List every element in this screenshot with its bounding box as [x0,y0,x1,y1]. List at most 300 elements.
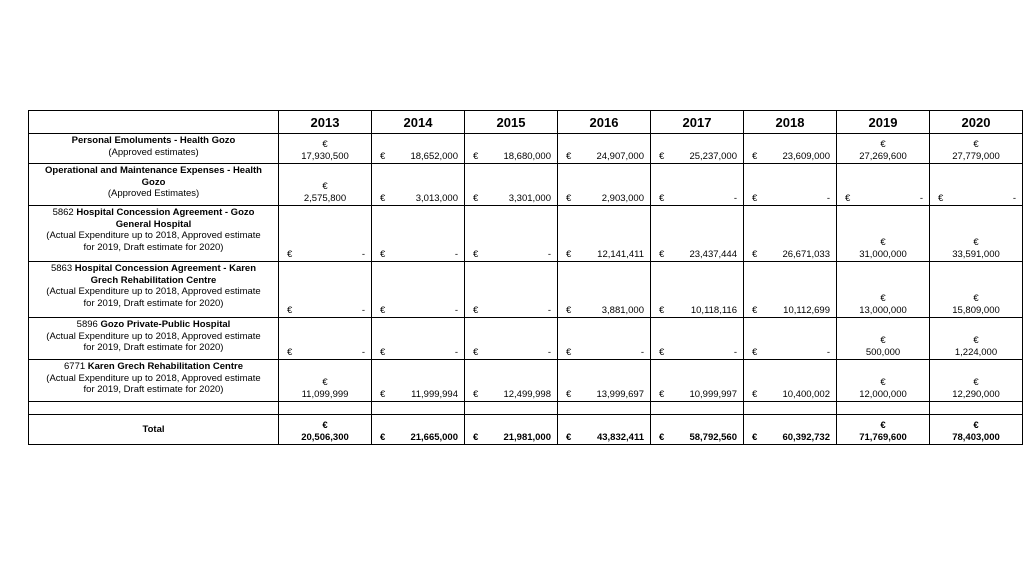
value-cell [744,134,837,164]
euro-symbol: € [473,151,479,162]
description-note: (Approved Estimates) [107,188,200,200]
value-cell [558,164,651,206]
value-cell-wrap [744,263,836,317]
description-line [33,165,274,177]
header-corner-cell [29,111,279,134]
value-cell [372,206,465,262]
value-cell [465,164,558,206]
amount-value: 58,792,560 [689,432,737,443]
spacer-cell [651,402,744,415]
description-code: 6771 [64,361,88,372]
spacer-cell [465,402,558,415]
amount-value: 25,237,000 [689,151,737,162]
amount-value: 1,224,000 [954,347,998,358]
amount-value: - [919,193,923,204]
euro-symbol: € [752,249,758,260]
amount-value: 43,832,411 [596,432,644,443]
value-cell [465,262,558,318]
value-cell [279,134,372,164]
table-row [29,318,1023,360]
spacer-row [29,402,1023,415]
total-row [29,415,1023,445]
value-cell [279,206,372,262]
value-cell [837,318,930,360]
spacer-cell [29,402,279,415]
value-cell-wrap [930,165,1022,205]
amount-value: 2,903,000 [601,193,644,204]
description-note: (Actual Expenditure up to 2018, Approved estimate [46,230,261,242]
description-note: (Actual Expenditure up to 2018, Approved estimate [46,286,261,298]
amount-value: - [454,305,458,316]
value-cell [930,318,1023,360]
amount-value: 78,403,000 [952,432,1000,443]
value-cell-wrap [837,263,929,317]
amount-value: 24,907,000 [596,151,644,162]
description-note: (Actual Expenditure up to 2018, Approved estimate [46,372,261,384]
amount-value: - [733,193,737,204]
value-cell-wrap [837,361,929,401]
stacked-value [279,181,371,205]
amount-value: - [640,347,644,358]
stacked-value [837,377,929,401]
amount-value: 60,392,732 [782,432,830,443]
euro-symbol: € [380,432,386,443]
year-header-row [29,111,1023,134]
euro-symbol: € [473,193,479,204]
value-cell-wrap [930,263,1022,317]
value-cell [744,206,837,262]
description-note: for 2019, Draft estimate for 2020) [83,298,224,310]
row-description [29,206,279,262]
amount-value: 2,575,800 [303,193,347,204]
year-header: 2017 [651,111,744,134]
amount-value: 3,881,000 [601,305,644,316]
amount-value: 12,000,000 [859,389,907,400]
value-cell [837,164,930,206]
value-cell [558,206,651,262]
amount-value: 71,769,600 [859,432,907,443]
description-line [33,135,274,147]
euro-symbol: € [659,151,665,162]
description-line [33,298,274,310]
value-cell-wrap [558,416,650,444]
value-cell [930,206,1023,262]
stacked-value [930,293,1022,317]
description-line [33,207,274,219]
amount-value: 17,930,500 [301,151,349,162]
amount-value: 12,290,000 [952,389,1000,400]
amount-value: 21,665,000 [410,432,458,443]
spacer-cell [930,402,1023,415]
description-title: Hospital Concession Agreement - Gozo [76,207,255,218]
value-cell-wrap [744,361,836,401]
value-cell-wrap [651,135,743,163]
description-line [33,177,274,189]
value-cell-wrap [651,263,743,317]
value-cell-wrap [558,165,650,205]
euro-symbol: € [880,139,886,150]
value-cell-wrap [465,207,557,261]
euro-symbol: € [973,335,979,346]
value-cell [465,360,558,402]
value-cell [465,206,558,262]
euro-symbol: € [566,389,572,400]
value-cell-wrap [744,416,836,444]
value-cell-wrap [279,319,371,359]
description-title: Operational and Maintenance Expenses - Health [45,165,262,176]
description-line [33,319,274,331]
total-label: Total [29,415,279,445]
amount-value: 27,269,600 [859,151,907,162]
value-cell [651,206,744,262]
euro-symbol: € [566,432,572,443]
value-cell-wrap [837,165,929,205]
amount-value: - [361,347,365,358]
value-cell [930,164,1023,206]
value-cell [558,360,651,402]
description-title: Grech Rehabilitation Centre [90,274,217,286]
description-line [33,286,274,298]
description-note: for 2019, Draft estimate for 2020) [83,342,224,354]
budget-table [28,110,1023,445]
euro-symbol: € [287,305,293,316]
spacer-cell [372,402,465,415]
value-cell [651,415,744,445]
amount-value: 27,779,000 [952,151,1000,162]
description-title: Gozo Private-Public Hospital [100,319,231,330]
year-header: 2016 [558,111,651,134]
description-note: for 2019, Draft estimate for 2020) [83,384,224,396]
value-cell-wrap [279,135,371,163]
amount-value: 10,999,997 [689,389,737,400]
value-cell-wrap [837,207,929,261]
stacked-value [837,237,929,261]
amount-value: - [361,305,365,316]
euro-symbol: € [845,193,851,204]
value-cell [651,134,744,164]
euro-symbol: € [287,347,293,358]
value-cell [744,318,837,360]
value-cell [279,318,372,360]
value-cell-wrap [744,165,836,205]
amount-value: 3,301,000 [508,193,551,204]
amount-value: - [1012,193,1016,204]
value-cell-wrap [558,361,650,401]
euro-symbol: € [938,193,944,204]
stacked-value [930,237,1022,261]
value-cell-wrap [744,207,836,261]
description-line [33,384,274,396]
value-cell-wrap [465,135,557,163]
value-cell-wrap [372,416,464,444]
value-cell [465,415,558,445]
amount-value: 12,499,998 [503,389,551,400]
value-cell-wrap [372,207,464,261]
description-line [33,331,274,343]
value-cell-wrap [372,263,464,317]
euro-symbol: € [380,249,386,260]
euro-symbol: € [973,139,979,150]
euro-symbol: € [322,139,328,150]
stacked-value [930,139,1022,163]
amount-value: 33,591,000 [952,249,1000,260]
table-row [29,164,1023,206]
value-cell [651,262,744,318]
value-cell [837,206,930,262]
value-cell-wrap [651,207,743,261]
euro-symbol: € [322,420,328,431]
value-cell [837,360,930,402]
description-note: for 2019, Draft estimate for 2020) [83,242,224,254]
amount-value: 23,609,000 [782,151,830,162]
value-cell-wrap [279,361,371,401]
stacked-value [837,420,929,444]
euro-symbol: € [287,249,293,260]
stacked-value [279,420,371,444]
value-cell-wrap [465,361,557,401]
euro-symbol: € [973,377,979,388]
euro-symbol: € [752,193,758,204]
amount-value: - [547,305,551,316]
value-cell-wrap [279,165,371,205]
amount-value: 3,013,000 [415,193,458,204]
description-title: Hospital Concession Agreement - Karen [74,263,257,274]
spacer-cell [558,402,651,415]
euro-symbol: € [659,347,665,358]
value-cell-wrap [558,263,650,317]
value-cell [930,134,1023,164]
year-header: 2020 [930,111,1023,134]
amount-value: 23,437,444 [689,249,737,260]
amount-value: 20,506,300 [301,432,349,443]
value-cell [651,164,744,206]
year-header: 2013 [279,111,372,134]
euro-symbol: € [566,347,572,358]
description-line [33,263,274,275]
euro-symbol: € [659,389,665,400]
value-cell [465,318,558,360]
value-cell-wrap [930,207,1022,261]
euro-symbol: € [322,377,328,388]
value-cell [744,164,837,206]
euro-symbol: € [566,305,572,316]
euro-symbol: € [473,347,479,358]
amount-value: 13,000,000 [859,305,907,316]
euro-symbol: € [473,432,479,443]
value-cell [930,360,1023,402]
value-cell-wrap [465,263,557,317]
euro-symbol: € [752,389,758,400]
amount-value: 11,999,994 [411,389,458,400]
value-cell-wrap [558,207,650,261]
value-cell-wrap [837,416,929,444]
year-header: 2014 [372,111,465,134]
value-cell-wrap [372,135,464,163]
euro-symbol: € [380,347,386,358]
value-cell [372,415,465,445]
amount-value: 10,112,699 [783,305,830,316]
value-cell [372,318,465,360]
value-cell-wrap [465,319,557,359]
description-line [33,373,274,385]
value-cell [372,262,465,318]
stacked-value [279,377,371,401]
value-cell [651,360,744,402]
value-cell-wrap [651,165,743,205]
description-note: (Actual Expenditure up to 2018, Approved estimate [46,330,261,342]
description-title: Gozo [141,176,166,188]
amount-value: 26,671,033 [782,249,830,260]
row-description [29,262,279,318]
euro-symbol: € [752,432,758,443]
euro-symbol: € [380,193,386,204]
euro-symbol: € [752,151,758,162]
value-cell-wrap [744,135,836,163]
value-cell-wrap [465,416,557,444]
amount-value: - [454,249,458,260]
euro-symbol: € [566,151,572,162]
value-cell-wrap [651,416,743,444]
euro-symbol: € [659,193,665,204]
value-cell [930,415,1023,445]
amount-value: - [361,249,365,260]
value-cell-wrap [558,135,650,163]
stacked-value [837,293,929,317]
euro-symbol: € [659,305,665,316]
description-line [33,275,274,287]
value-cell [279,164,372,206]
euro-symbol: € [659,249,665,260]
description-line [33,147,274,159]
euro-symbol: € [752,305,758,316]
value-cell-wrap [744,319,836,359]
table-row [29,206,1023,262]
stacked-value [837,139,929,163]
spacer-cell [279,402,372,415]
value-cell [372,360,465,402]
value-cell [744,415,837,445]
spacer-cell [744,402,837,415]
euro-symbol: € [566,249,572,260]
value-cell [279,360,372,402]
row-description [29,164,279,206]
euro-symbol: € [973,420,979,431]
description-note: (Approved estimates) [108,146,199,158]
amount-value: 15,809,000 [952,305,1000,316]
table-row [29,134,1023,164]
value-cell-wrap [372,165,464,205]
value-cell-wrap [279,263,371,317]
value-cell [372,164,465,206]
amount-value: - [547,347,551,358]
value-cell [837,262,930,318]
amount-value: - [826,193,830,204]
value-cell [558,262,651,318]
value-cell-wrap [558,319,650,359]
table-row [29,262,1023,318]
description-line [33,230,274,242]
stacked-value [837,335,929,359]
amount-value: 31,000,000 [859,249,907,260]
euro-symbol: € [380,151,386,162]
amount-value: - [826,347,830,358]
value-cell [837,134,930,164]
value-cell [744,262,837,318]
value-cell-wrap [930,135,1022,163]
year-header: 2018 [744,111,837,134]
euro-symbol: € [752,347,758,358]
description-title: Personal Emoluments - Health Gozo [71,135,236,146]
euro-symbol: € [973,293,979,304]
euro-symbol: € [659,432,665,443]
amount-value: - [733,347,737,358]
euro-symbol: € [880,335,886,346]
value-cell [372,134,465,164]
value-cell-wrap [279,416,371,444]
amount-value: 10,118,116 [690,305,737,316]
euro-symbol: € [473,389,479,400]
euro-symbol: € [566,193,572,204]
value-cell [279,262,372,318]
value-cell [465,134,558,164]
description-code: 5863 [50,263,75,274]
table-row [29,360,1023,402]
description-line [33,188,274,200]
row-description [29,360,279,402]
stacked-value [930,377,1022,401]
euro-symbol: € [880,293,886,304]
value-cell-wrap [279,207,371,261]
stacked-value [930,335,1022,359]
spacer-cell [837,402,930,415]
row-description [29,134,279,164]
euro-symbol: € [380,305,386,316]
description-line [33,242,274,254]
amount-value: - [547,249,551,260]
euro-symbol: € [880,377,886,388]
value-cell-wrap [372,361,464,401]
euro-symbol: € [380,389,386,400]
amount-value: 11,099,999 [301,389,349,400]
description-title: Karen Grech Rehabilitation Centre [87,361,243,372]
value-cell-wrap [372,319,464,359]
value-cell [558,415,651,445]
description-title: General Hospital [115,218,192,230]
amount-value: 10,400,002 [782,389,830,400]
row-description [29,318,279,360]
value-cell-wrap [837,135,929,163]
euro-symbol: € [973,237,979,248]
description-code: 5862 [52,207,77,218]
description-code: 5896 [76,319,101,330]
value-cell-wrap [837,319,929,359]
amount-value: 12,141,411 [597,249,644,260]
amount-value: 13,999,697 [596,389,644,400]
amount-value: 21,981,000 [503,432,551,443]
euro-symbol: € [880,237,886,248]
value-cell-wrap [930,361,1022,401]
description-line [33,342,274,354]
euro-symbol: € [473,249,479,260]
euro-symbol: € [322,181,328,192]
amount-value: 18,652,000 [410,151,458,162]
amount-value: 18,680,000 [503,151,551,162]
amount-value: 500,000 [865,347,901,358]
value-cell [837,415,930,445]
value-cell-wrap [930,416,1022,444]
value-cell-wrap [651,319,743,359]
table-body [29,134,1023,445]
